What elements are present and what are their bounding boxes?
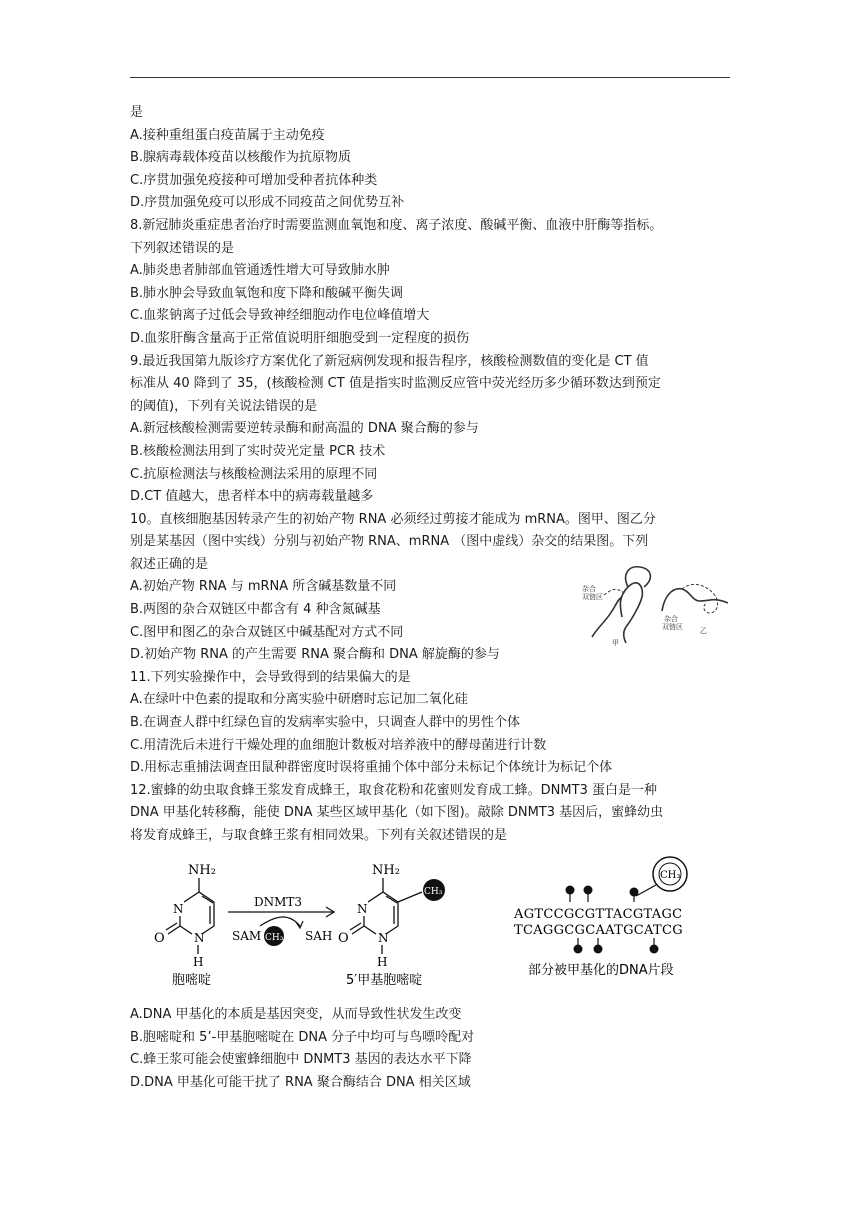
fig-label-hybrid-1a: 杂合 (582, 584, 596, 593)
fig-label-hybrid-2b: 双链区 (662, 622, 683, 631)
q12-stem-line2: DNA 甲基化转移酶，能使 DNA 某些区域甲基化（如下图)。敲除 DNMT3 基因后，蜜蜂幼虫 (130, 805, 664, 821)
mc-nh2: NH₂ (372, 863, 400, 878)
cytosine-o: O (154, 931, 165, 946)
q7-option-d: D.序贯加强免疫可以形成不同疫苗之间优势互补 (130, 195, 405, 211)
q10-block (130, 509, 734, 667)
cytosine-n3: N (173, 902, 184, 916)
sam-label: SAM (232, 929, 262, 943)
q10-option-b: B.两图的杂合双链区中都含有 4 种含氮碱基 (130, 602, 381, 618)
q9-option-a: A.新冠核酸检测需要逆转录酶和耐高温的 DNA 聚合酶的参与 (130, 421, 479, 437)
gene-strand-jia (620, 583, 642, 643)
q8-option-b: B.肺水肿会导致血氧饱和度下降和酸碱平衡失调 (130, 285, 404, 301)
q12-option-b: B.胞嘧啶和 5’-甲基胞嘧啶在 DNA 分子中均可与鸟嘌呤配对 (130, 1029, 475, 1045)
q11-option-c: C.用清洗后未进行干燥处理的血细胞计数板对培养液中的酵母菌进行计数 (130, 737, 547, 753)
sam-curve-arrow (260, 917, 300, 926)
q10-stem-line1: 10。直核细胞基因转录产生的初始产物 RNA 必须经过剪接才能成为 mRNA。图甲、图乙分 (130, 511, 656, 527)
ch3-text-sam: CH₃ (265, 933, 284, 943)
cytosine-structure (154, 863, 216, 988)
q8-stem-line2: 下列叙述错误的是 (130, 240, 235, 256)
q11-stem: 11.下列实验操作中，会导致得到的结果偏大的是 (130, 669, 411, 685)
mc-n3: N (357, 902, 368, 916)
q8-option-c: C.血浆钠离子过低会导致神经细胞动作电位峰值增大 (130, 308, 430, 324)
gene-strand-yi (662, 588, 728, 610)
q8-option-d: D.血浆肝酶含量高于正常值说明肝细胞受到一定程度的损伤 (130, 330, 470, 346)
dna-strand-bottom: TCAGGCGCAATGCATCG (514, 923, 683, 938)
q9-option-d: D.CT 值越大，患者样本中的病毒载量越多 (130, 489, 374, 505)
hybridization-figure (582, 557, 732, 647)
q9-stem-line3: 的阈值)，下列有关说法错误的是 (130, 398, 318, 414)
cytosine-name: 胞嘧啶 (172, 973, 212, 988)
q11-option-a: A.在绿叶中色素的提取和分离实验中研磨时忘记加二氧化硅 (130, 692, 468, 708)
q7-option-a: A.接种重组蛋白疫苗属于主动免疫 (130, 127, 325, 143)
dna-caption: 部分被甲基化的DNA片段 (528, 963, 674, 978)
rna-strand-jia (604, 589, 624, 595)
mc-n1: N (378, 931, 389, 945)
sah-label: SAH (305, 929, 333, 943)
dna-fragment (513, 857, 687, 978)
q11-option-b: B.在调查人群中红绿色盲的发病率实验中，只调查人群中的男性个体 (130, 715, 521, 731)
cytosine-nh2: NH₂ (188, 863, 216, 878)
exam-page (130, 102, 734, 848)
mc-o: O (338, 931, 349, 946)
ch3-text-product: CH₃ (424, 887, 443, 897)
q12-stem-line1: 12.蜜蜂的幼虫取食蜂王浆发育成蜂王，取食花粉和花蜜则发育成工蜂。DNMT3 蛋白是一种 (130, 782, 657, 798)
q12-stem-line3: 将发育成蜂王，与取食蜂王浆有相同效果。下列有关叙述错误的是 (130, 828, 508, 843)
q9-stem-line2: 标准从 40 降到了 35，(核酸检测 CT 值是指实时监测反应管中荧光经历多少循环数达到预定 (130, 376, 661, 392)
q9-option-b: B.核酸检测法用到了实时荧光定量 PCR 技术 (130, 443, 386, 459)
q7-option-c: C.序贯加强免疫接种可增加受种者抗体种类 (130, 172, 378, 188)
q9-option-c: C.抗原检测法与核酸检测法采用的原理不同 (130, 466, 378, 482)
q7-option-b: B.腺病毒载体疫苗以核酸作为抗原物质 (130, 150, 352, 166)
q11-option-d: D.用标志重捕法调查田鼠种群密度时误将重捕个体中部分未标记个体统计为标记个体 (130, 760, 613, 776)
methylcytosine-structure (338, 863, 445, 988)
q8-option-a: A.肺炎患者肺部血管通透性增大可导致肺水肿 (130, 263, 390, 279)
q10-option-c: C.图甲和图乙的杂合双链区中碱基配对方式不同 (130, 624, 404, 640)
dna-strand-top: AGTCCGCGTTACGTAGC (514, 907, 683, 922)
q10-option-a: A.初始产物 RNA 与 mRNA 所含碱基数量不同 (130, 579, 397, 595)
q10-option-d: D.初始产物 RNA 的产生需要 RNA 聚合酶和 DNA 解旋酶的参与 (130, 647, 500, 663)
q7-tail: 是 (130, 105, 144, 120)
enzyme-label: DNMT3 (254, 895, 303, 909)
ch3-callout-text: CH₃ (660, 870, 681, 881)
header-rule (130, 77, 730, 78)
q12-options (130, 1004, 734, 1094)
rna-strand-yi (682, 584, 718, 613)
q8-stem-line1: 8.新冠肺炎重症患者治疗时需要监测血氧饱和度、离子浓度、酸碱平衡、血液中肝酶等指标。 (130, 217, 663, 233)
fig-label-hybrid-2a: 杂合 (664, 614, 678, 623)
cytosine-n1: N (194, 931, 205, 945)
fig-label-yi: 乙 (700, 626, 707, 635)
cytosine-h: H (193, 955, 204, 969)
methylation-figure (150, 852, 740, 992)
mc-h: H (377, 955, 388, 969)
rna-curl-jia (592, 597, 622, 637)
q12-option-a: A.DNA 甲基化的本质是基因突变，从而导致性状发生改变 (130, 1007, 462, 1022)
fig-label-jia: 甲 (612, 638, 619, 647)
q10-stem-line2: 别是某基因（图中实线）分别与初始产物 RNA、mRNA （图中虚线）杂交的结果图。下列 (130, 534, 649, 550)
methylcytosine-name: 5′甲基胞嘧啶 (346, 973, 423, 988)
q12-option-d: D.DNA 甲基化可能干扰了 RNA 聚合酶结合 DNA 相关区域 (130, 1074, 471, 1090)
fig-label-hybrid-1b: 双链区 (582, 592, 603, 601)
q10-stem-line3: 叙述正确的是 (130, 556, 209, 572)
q12-option-c: C.蜂王浆可能会使蜜蜂细胞中 DNMT3 基因的表达水平下降 (130, 1052, 472, 1068)
q9-stem-line1: 9.最近我国第九版诊疗方案优化了新冠病例发现和报告程序，核酸检测数值的变化是 CT 值 (130, 353, 649, 369)
